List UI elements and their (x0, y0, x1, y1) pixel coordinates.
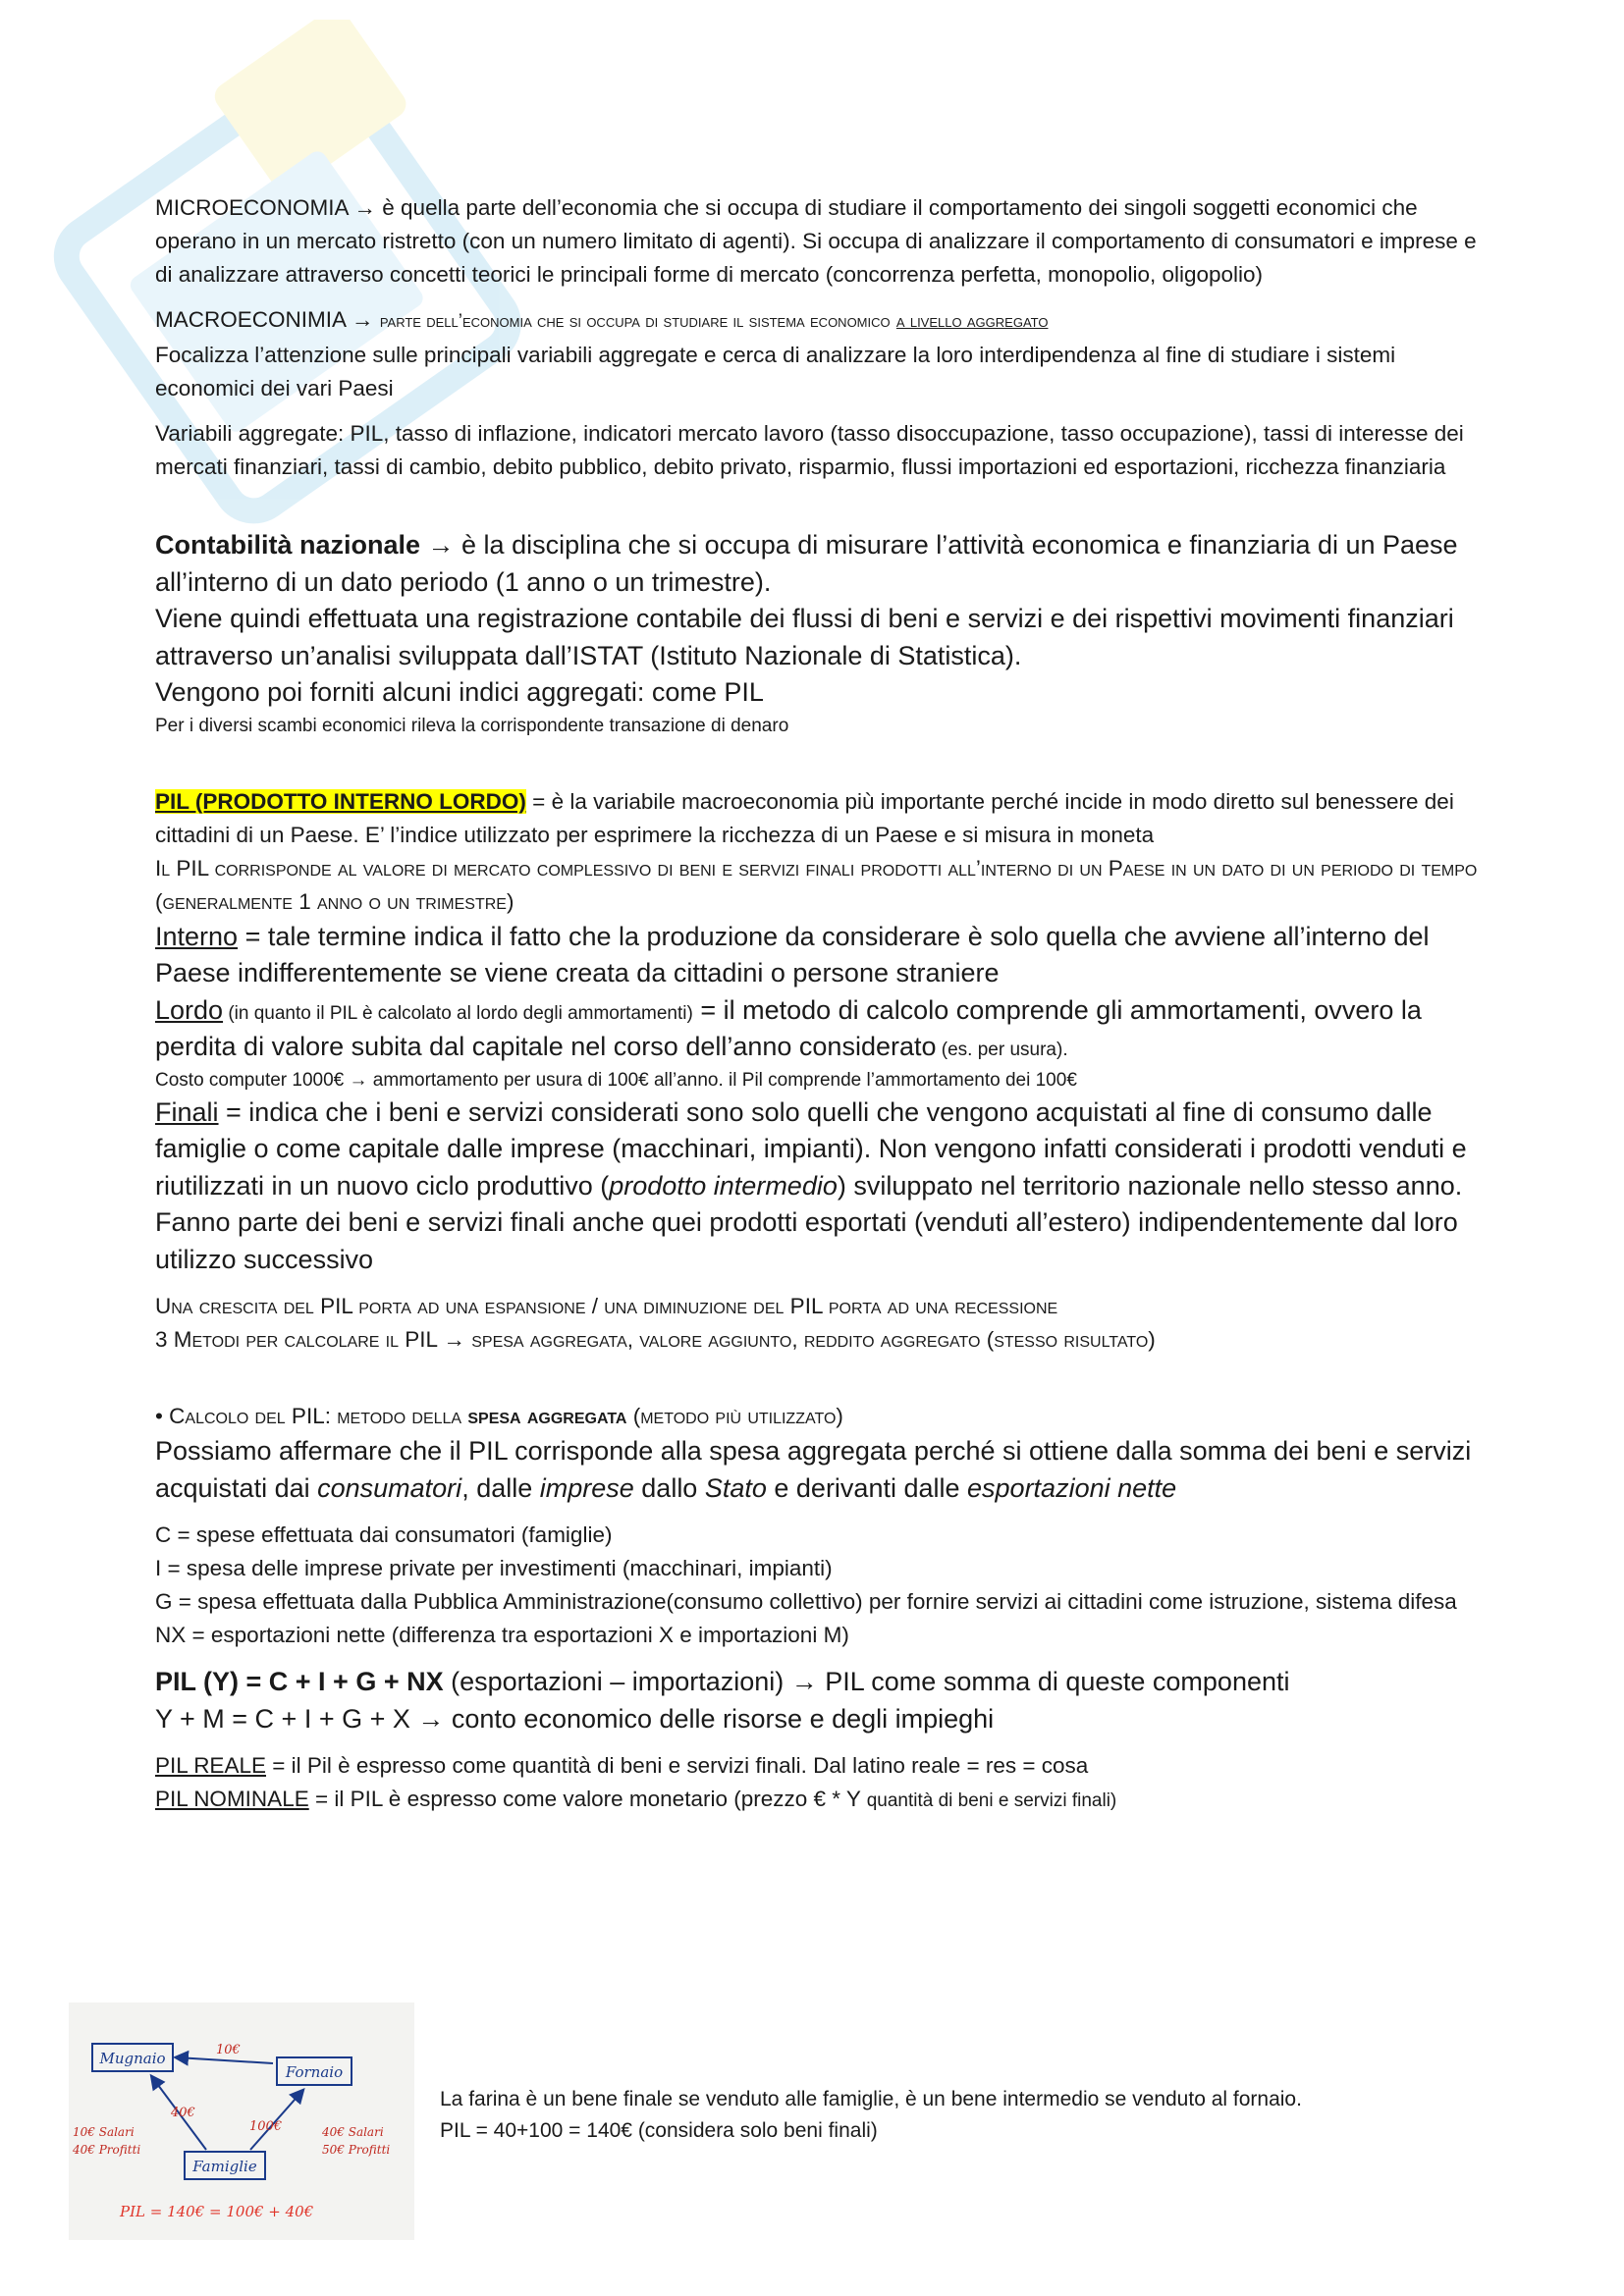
finali-term: Finali (155, 1096, 219, 1127)
def-g: G = spesa effettuata dalla Pubblica Amministrazione(consumo collettivo) per fornire servizi ai cittadini come istruzione, sistema difesa (155, 1589, 1457, 1614)
formula-pil: PIL (Y) = C + I + G + NX (esportazioni – importazioni) → PIL come somma di queste componenti (155, 1667, 1290, 1696)
contab-term: Contabilità nazionale (155, 530, 421, 560)
sketch-arrow-top: 10€ (216, 2043, 241, 2057)
sketch-caption (440, 2084, 1520, 2147)
pil-reale: PIL REALE = il Pil è espresso come quantità di beni e servizi finali. Dal latino reale = res = cosa (155, 1753, 1089, 1778)
macro-variables: Variabili aggregate: PIL, tasso di inflazione, indicatori mercato lavoro (tasso disoccupazione, tasso occupazione), tassi di interesse dei mercati finanziari, tassi di cambio, debito pubblico, debito privato, risparmio, flussi importazioni ed esportazioni, ricchezza finanziaria (155, 421, 1464, 479)
document-body (155, 191, 1490, 1816)
contab-note: Per i diversi scambi economici rileva la corrispondente transazione di denaro (155, 715, 789, 736)
sketch-arrow-left: 40€ (171, 2106, 195, 2120)
def-c: C = spese effettuata dai consumatori (famiglie) (155, 1522, 613, 1547)
sketch-left-b: 40€ Profitti (73, 2143, 141, 2157)
arrow-icon: → (353, 195, 377, 220)
calcolo-paragraph: Possiamo affermare che il PIL corrisponde alla spesa aggregata perché si ottiene dalla somma dei beni e servizi acquistati dai consumatori, dalle imprese dallo Stato e derivanti dalle esportazioni nette (155, 1436, 1472, 1503)
pil-definition: PIL (PRODOTTO INTERNO LORDO) = è la variabile macroeconomia più importante perché incide in modo diretto sul benessere dei cittadini di un Paese. E’ l’indice utilizzato per esprimere la ricchezza di un Paese e si misura in moneta (155, 788, 1454, 847)
micro-paragraph: MICROECONOMIA → è quella parte dell’economia che si occupa di studiare il comportamento dei singoli soggetti economici che operano in un mercato ristretto (con un numero limitato di agenti). Si occupa di analizzare il comportamento di consumatori e imprese e di analizzare attraverso concetti teorici le principali forme di mercato (concorrenza perfetta, monopolio, oligopolio) (155, 195, 1477, 287)
pil-export: Fanno parte dei beni e servizi finali anche quei prodotti esportati (venduti all’estero) indipendentemente dal loro utilizzo successivo (155, 1207, 1458, 1274)
pil-interno: Interno = tale termine indica il fatto che la produzione da considerare è solo quella che avviene all’interno del Paese indifferentemente se viene creata da cittadini o persone straniere (155, 921, 1430, 988)
sketch-fornaio: Fornaio (285, 2063, 344, 2081)
pil-sc-definition: Il PIL corrisponde al valore di mercato complessivo di beni e servizi finali prodotti all’interno di un Paese in un dato di un periodo di tempo (generalmente 1 anno o un trimestre) (155, 855, 1478, 914)
contab-text2: Viene quindi effettuata una registrazione contabile dei flussi di beni e servizi e dei rispettivi movimenti finanziari attraverso un’analisi sviluppata dall’ISTAT (Istituto Nazionale di Statistica). (155, 604, 1454, 670)
interno-term: Interno (155, 921, 239, 951)
pil-term-highlight: PIL (PRODOTTO INTERNO LORDO) (155, 788, 526, 814)
sketch-left-a: 10€ Salari (73, 2125, 135, 2139)
famiglie-box (185, 2152, 265, 2179)
lordo-term: Lordo (155, 994, 224, 1025)
def-i: I = spesa delle imprese private per investimenti (macchinari, impianti) (155, 1556, 833, 1580)
bullet-icon: • (155, 1404, 163, 1428)
hand-sketch-diagram (69, 2002, 414, 2240)
lordo-example: Costo computer 1000€ → ammortamento per usura di 100€ all’anno. il Pil comprende l’ammortamento dei 100€ (155, 1069, 1077, 1091)
formula-resources: Y + M = C + I + G + X → conto economico delle risorse e degli impieghi (155, 1703, 995, 1734)
fornaio-box (277, 2057, 352, 2085)
macro-focus: Focalizza l’attenzione sulle principali variabili aggregate e cerca di analizzare la loro interdipendenza al fine di studiare i sistemi economici dei vari Paesi (155, 343, 1396, 400)
macro-heading: MACROECONIMIA → parte dell’economia che si occupa di studiare il sistema economico a livello aggregato (155, 307, 1049, 332)
contab-text3: Vengono poi forniti alcuni indici aggregati: come PIL (155, 677, 764, 707)
arrow-fornaio-mugnaio (177, 2057, 273, 2063)
caption-line1: La farina è un bene finale se venduto alle famiglie, è un bene intermedio se venduto al fornaio. (440, 2088, 1302, 2110)
arrow-icon: → (352, 307, 374, 332)
contab-paragraph: Contabilità nazionale → è la disciplina che si occupa di misurare l’attività economica e finanziaria di un Paese all’interno di un dato periodo (1 anno o un trimestre). (155, 530, 1458, 597)
sketch-mugnaio: Mugnaio (99, 2050, 166, 2067)
pil-methods: 3 Metodi per calcolare il PIL → spesa aggregata, valore aggiunto, reddito aggregato (stesso risultato) (155, 1327, 1156, 1352)
caption-line2: PIL = 40+100 = 140€ (considera solo beni finali) (440, 2119, 878, 2142)
sketch-right-b: 50€ Profitti (322, 2143, 391, 2157)
macro-term: MACROECONIMIA (155, 307, 346, 332)
sketch-famiglie: Famiglie (192, 2158, 257, 2175)
micro-term: MICROECONOMIA (155, 195, 349, 220)
pil-nominale: PIL NOMINALE = il PIL è espresso come valore monetario (prezzo € * Y quantità di beni e servizi finali) (155, 1787, 1117, 1811)
pil-finali: Finali = indica che i beni e servizi considerati sono solo quelli che vengono acquistati al fine di consumo dalle famiglie o come capitale dalle imprese (macchinari, impianti). Non vengono infatti considerati i prodotti venduti e riutilizzati in un nuovo ciclo produttivo (prodotto intermedio) sviluppato nel territorio nazionale nello stesso anno. (155, 1096, 1467, 1201)
pil-lordo: Lordo (in quanto il PIL è calcolato al lordo degli ammortamenti) = il metodo di calcolo comprende gli ammortamenti, ovvero la perdita di valore subita dal capitale nel corso dell’anno considerato (es. per usura). (155, 994, 1422, 1061)
def-nx: NX = esportazioni nette (differenza tra esportazioni X e importazioni M) (155, 1623, 849, 1647)
calcolo-heading: • Calcolo del PIL: metodo della spesa aggregata (metodo più utilizzato) (155, 1404, 843, 1428)
pil-growth: Una crescita del PIL porta ad una espansione / una diminuzione del PIL porta ad una recessione (155, 1294, 1058, 1318)
sketch-right-a: 40€ Salari (322, 2125, 384, 2139)
sketch-arrow-right: 100€ (249, 2119, 283, 2134)
sketch-total: PIL = 140€ = 100€ + 40€ (120, 2203, 314, 2220)
mugnaio-box (92, 2044, 173, 2071)
